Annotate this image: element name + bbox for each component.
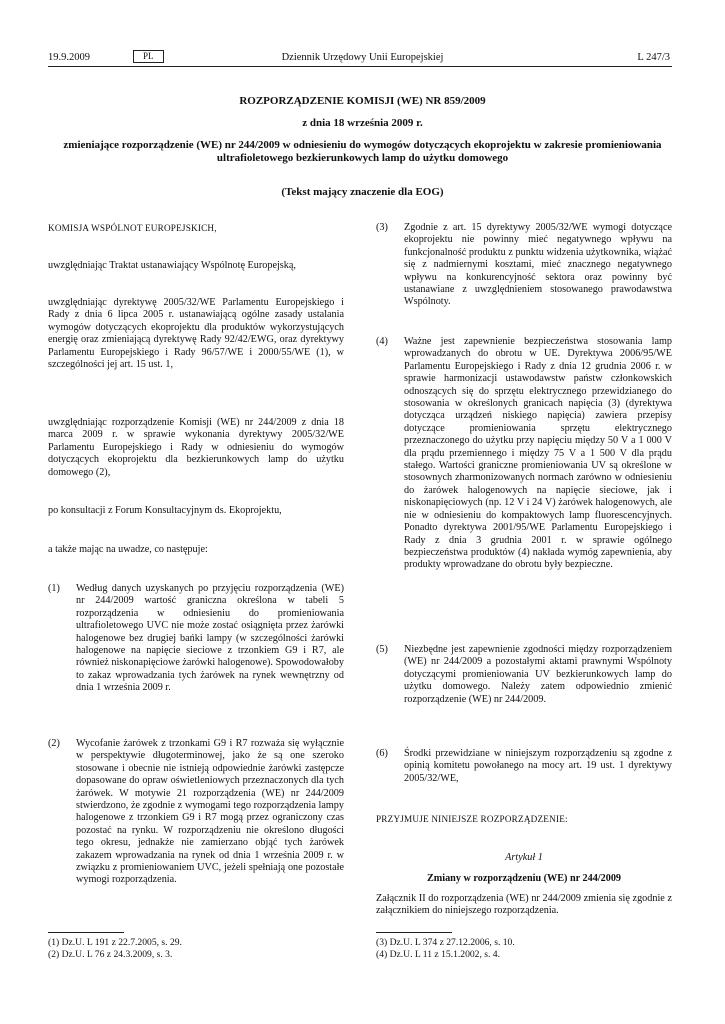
footnote-2: (2) Dz.U. L 76 z 24.3.2009, s. 3. (48, 949, 173, 960)
regulation-title: ROZPORZĄDZENIE KOMISJI (WE) NR 859/2009 (239, 95, 486, 107)
citation-considering: a także mając na uwadze, co następuje: (48, 544, 208, 555)
language-badge: PL (133, 50, 164, 63)
citation-regulation: uwzględniając rozporządzenie Komisji (WE) nr 244/2009 z dnia 18 marca 2009 r. w sprawie wykonania dyrektywy 2005/32/WE Parlamentu Europejskiego i Rady w odniesieniu do wymogów dotyczących ekoprojektu dla bezkierunkowych lamp do użytku domowego (2), (48, 417, 344, 478)
article-title: Zmiany w rozporządzeniu (WE) nr 244/2009 (426, 873, 622, 884)
recital-2-number: (2) (48, 738, 60, 749)
regulation-subject: zmieniające rozporządzenie (WE) nr 244/2009 w odniesieniu do wymogów dotyczących ekoprojektu w zakresie promieniowania ultrafioletowego bezkierunkowych lamp do użytku domowego (63, 139, 662, 164)
citation-treaty: uwzględniając Traktat ustanawiający Wspólnotę Europejską, (48, 260, 296, 271)
page-reference: L 247/3 (637, 52, 670, 63)
article-text: Załącznik II do rozporządzenia (WE) nr 244/2009 zmienia się zgodnie z załącznikiem do niniejszego rozporządzenia. (376, 893, 672, 917)
recital-6-number: (6) (376, 748, 388, 759)
recital-3: Zgodnie z art. 15 dyrektywy 2005/32/WE wymogi dotyczące ekoprojektu nie powinny mieć negatywnego wpływu na funkcjonalność produktu z punktu widzenia użytkownika, wiążać się z nadmiernymi kosztami, mieć znacznego negatywnego wpływu na konkurencyjność sektora oraz powinny być ustanawiane z uwzględnieniem stosowanego prawodawstwa Wspólnoty. (404, 222, 672, 308)
recital-1-number: (1) (48, 583, 60, 594)
regulation-date: z dnia 18 września 2009 r. (302, 117, 423, 129)
recital-3-number: (3) (376, 222, 388, 233)
footnote-1: (1) Dz.U. L 191 z 22.7.2005, s. 29. (48, 937, 182, 948)
article-number: Artykuł 1 (505, 852, 543, 863)
citation-directive-text: uwzględniając dyrektywę 2005/32/WE Parlamentu Europejskiego i Rady z dnia 6 lipca 2005 r. ustanawiającą ogólne zasady ustalania wymogów dotyczących ekoprojektu dla produktów wykorzystujących energię oraz zmieniającą dyrektywę Rady 92/42/EWG, oraz dyrektywy Parlamentu Europejskiego i Rady 96/57/WE i 2000/55/WE (1), w szczególności jej art. 15 ust. 1, (48, 297, 344, 371)
recital-1: Według danych uzyskanych po przyjęciu rozporządzenia (WE) nr 244/2009 wartość graniczna określona w tabeli 5 rozporządzenia w odniesieniu do promieniowania ultrafioletowego UVC nie może zostać osiągnięta przez żarówki halogenowe bez drugiej bańki lampy (w szczególności żarówki halogenowe na napięcie sieciowe z trzonkiem G9 i R7, ale również niskonapięciowe żarówki halogenowe). Spowodowałoby to zakaz wprowadzania tych żarówek na rynek wewnętrzny od dnia 1 września 2009 r. (76, 583, 344, 694)
recital-2: Wycofanie żarówek z trzonkami G9 i R7 rozważa się wyłącznie w perspektywie długoterminowej, jako że są one szeroko stosowane i obecnie nie istnieją odpowiednie żarówki zastępcze dopasowane do opraw oświetleniowych przeznaczonych dla tych żarówek. W motywie 21 rozporządzenia (WE) nr 244/2009 stwierdzono, że zgodnie z wymogami tego rozporządzenia lampy halogenowe z trzonkiem G9 i R7 mogą przez ograniczony czas pozostać na rynku. W rozporządzeniu nie określono długości tego okresu, jednakże nie zamierzano objąć tych żarówek zakazem wprowadzania na rynek od dnia 1 września 2009 r. w związku z promieniowaniem UVC, jeżeli spełniają one pozostałe wymogi rozporządzenia. (76, 738, 344, 886)
footnote-4: (4) Dz.U. L 11 z 15.1.2002, s. 4. (376, 949, 500, 960)
publication-date: 19.9.2009 (48, 52, 90, 63)
left-footnote-divider (48, 932, 124, 933)
recital-4-number: (4) (376, 336, 388, 347)
eea-relevance: (Tekst mający znaczenie dla EOG) (281, 186, 444, 198)
recital-4: Ważne jest zapewnienie bezpieczeństwa stosowania lamp wprowadzanych do obrotu w UE. Dyrektywa 2006/95/WE Parlamentu Europejskiego i Rady z dnia 12 grudnia 2006 r. w sprawie harmonizacji ustawodawstw państw członkowskich odnoszących się do sprzętu elektrycznego przewidzianego do stosowania w określonych granicach napięcia (3) (dyrektywa dotycząca urządzeń niskiego napięcia) zawiera przepisy dotyczące promieniowania sprzętu elektrycznego przeznaczonego do użytku przy napięciu między 50 V a 1 000 V dla prądu przemiennego i między 75 V a 1 500 V dla prądu stałego. Wartości graniczne promieniowania UV są określone w stosownych zharmonizowanych normach zarówno w odniesieniu do żarówek halogenowych na napięcie sieciowe, jak i niskonapięciowych (np. 12 V i 24 V) żarówek halogenowych, ale nie w odniesieniu do kompaktowych lamp fluorescencyjnych. Ponadto dyrektywa 2001/95/WE Parlamentu Europejskiego i Rady z dnia 3 grudnia 2001 r. w sprawie ogólnego bezpieczeństwa produktów (4) nakłada wymóg zapewnienia, aby produkty wprowadzane do obrotu były bezpieczne. (404, 336, 672, 571)
recital-6: Środki przewidziane w niniejszym rozporządzeniu są zgodne z opinią komitetu powołanego na mocy art. 19 ust. 1 dyrektywy 2005/32/WE, (404, 748, 672, 784)
citation-directive (48, 297, 344, 371)
citation-consultation: po konsultacji z Forum Konsultacyjnym ds. Ekoprojektu, (48, 505, 282, 516)
recital-5-number: (5) (376, 644, 388, 655)
adoption-statement: PRZYJMUJE NINIEJSZE ROZPORZĄDZENIE: (376, 814, 568, 824)
header-divider (48, 66, 672, 67)
recital-5: Niezbędne jest zapewnienie zgodności między rozporządzeniem (WE) nr 244/2009 a pozostałymi aktami prawnymi Wspólnoty dotyczącymi promieniowania UV bezkierunkowych lamp do użytku domowego. Należy zatem odpowiednio zmienić rozporządzenie (WE) nr 244/2009. (404, 644, 672, 705)
journal-name: Dziennik Urzędowy Unii Europejskiej (281, 52, 444, 63)
footnote-3: (3) Dz.U. L 374 z 27.12.2006, s. 10. (376, 937, 515, 948)
commission-heading: KOMISJA WSPÓLNOT EUROPEJSKICH, (48, 223, 217, 233)
right-footnote-divider (376, 932, 452, 933)
